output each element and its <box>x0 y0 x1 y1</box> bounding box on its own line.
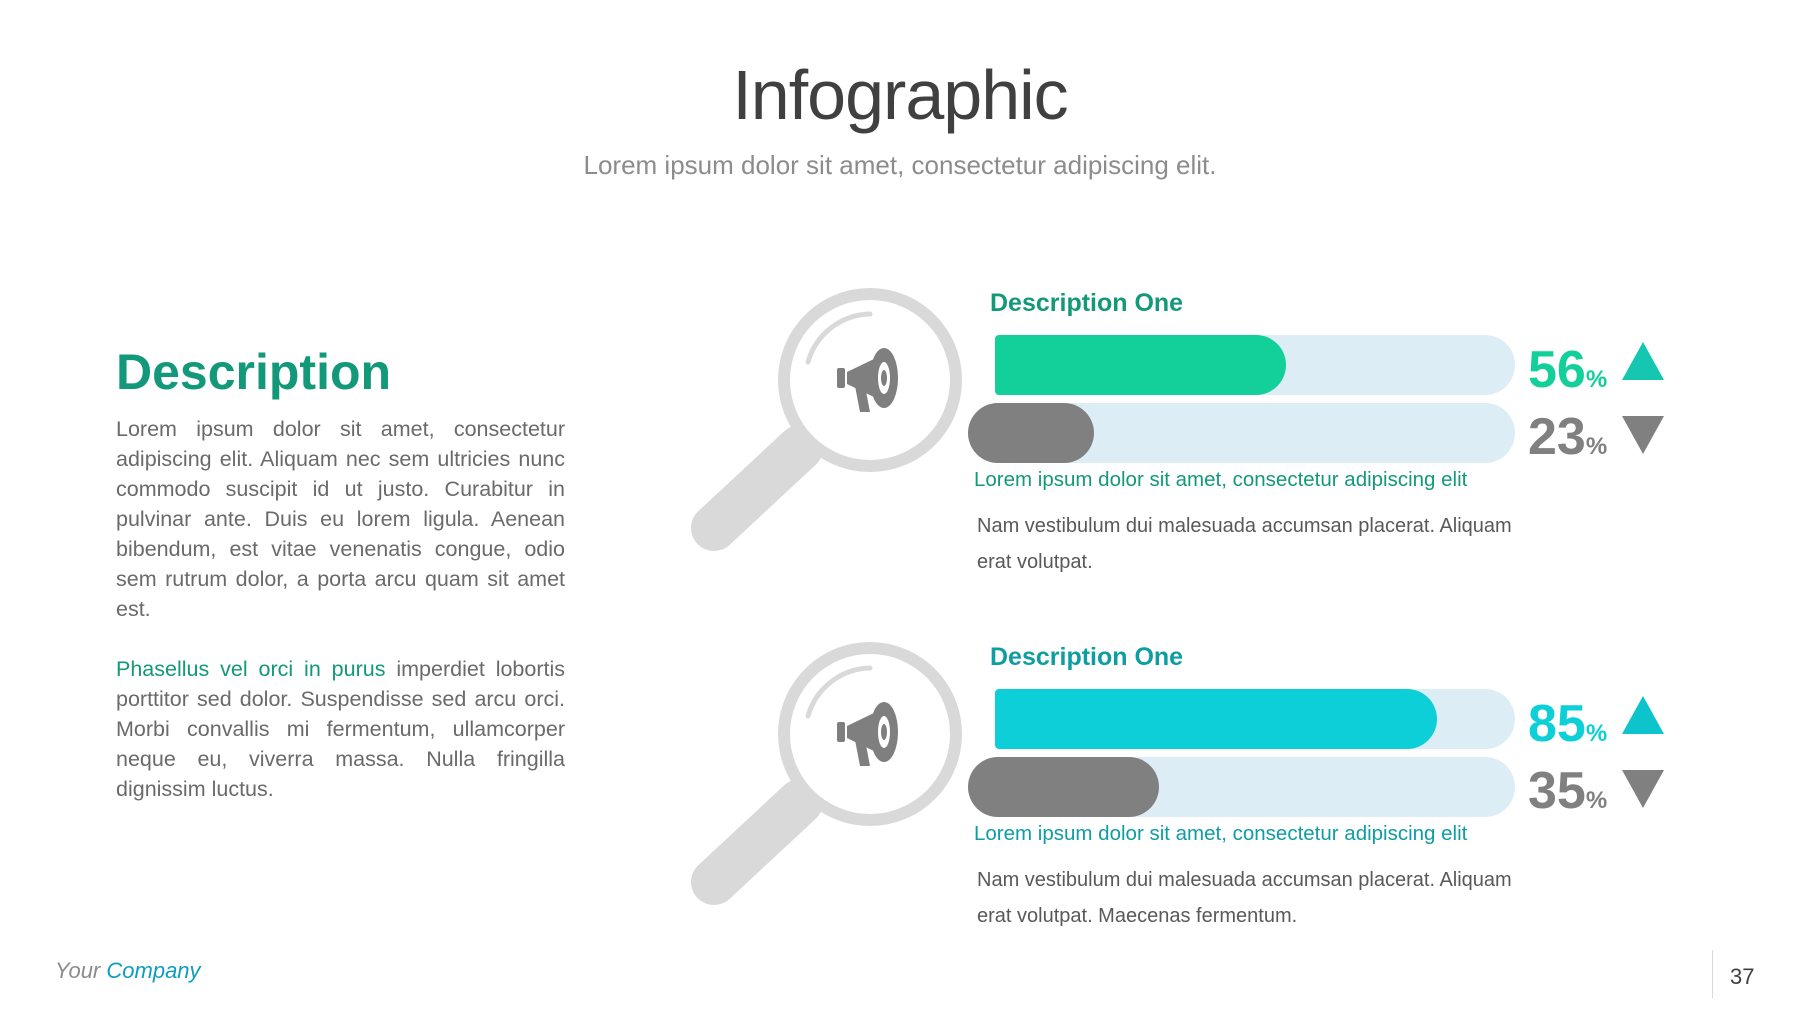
magnifying-glass-icon <box>690 624 990 924</box>
progress-fill-primary <box>995 335 1286 395</box>
percentage-primary: 56% <box>1528 341 1608 399</box>
section-caption: Lorem ipsum dolor sit amet, consectetur adipiscing elit <box>974 468 1468 491</box>
section-note: Nam vestibulum dui malesuada accumsan placerat. Aliquam erat volutpat. <box>977 515 1512 573</box>
metric-section-2 <box>0 624 1800 984</box>
section-title: Description One <box>990 289 1184 317</box>
progress-track-secondary <box>968 757 1515 817</box>
progress-fill-secondary <box>968 403 1094 463</box>
progress-fill-secondary <box>968 757 1159 817</box>
magnifying-glass-icon <box>690 270 990 570</box>
triangle-up-icon <box>1622 696 1664 734</box>
footer-divider <box>1712 950 1713 998</box>
description-heading: Description <box>116 344 392 400</box>
triangle-down-icon <box>1622 770 1664 808</box>
description-highlight: Phasellus vel orci in purus <box>116 657 386 681</box>
progress-track-secondary <box>968 403 1515 463</box>
progress-track-primary <box>995 689 1515 749</box>
description-paragraph-1: Lorem ipsum dolor sit amet, consectetur adipiscing elit. Aliquam nec sem ultricies nunc commodo suscipit id ut justo. Curabitur in pulvinar ante. Duis eu lorem ligula. Aenean bibendum, est vitae venenatis congue, odio sem rutrum dolor, a porta arcu quam sit amet est. <box>116 417 565 621</box>
page-number: 37 <box>1730 964 1755 989</box>
percentage-secondary: 23% <box>1528 408 1608 466</box>
progress-track-primary <box>995 335 1515 395</box>
triangle-up-icon <box>1622 342 1664 380</box>
section-caption: Lorem ipsum dolor sit amet, consectetur adipiscing elit <box>974 822 1468 845</box>
percentage-secondary: 35% <box>1528 762 1608 820</box>
metric-section-1 <box>0 270 1800 630</box>
section-note: Nam vestibulum dui malesuada accumsan placerat. Aliquam erat volutpat. Maecenas fermentum. <box>977 869 1512 927</box>
section-title: Description One <box>990 643 1184 671</box>
progress-fill-primary <box>995 689 1437 749</box>
page-subtitle: Lorem ipsum dolor sit amet, consectetur adipiscing elit. <box>583 150 1217 180</box>
page-title: Infographic <box>732 56 1068 134</box>
company-brand: Your Company <box>55 958 201 983</box>
triangle-down-icon <box>1622 416 1664 454</box>
percentage-primary: 85% <box>1528 695 1608 753</box>
description-paragraph-2-rest: imperdiet lobortis porttitor sed dolor. Suspendisse sed arcu orci. Morbi convallis mi fermentum, ullamcorper neque eu, viverra massa. Nulla fringilla dignissim luctus. <box>116 657 565 801</box>
